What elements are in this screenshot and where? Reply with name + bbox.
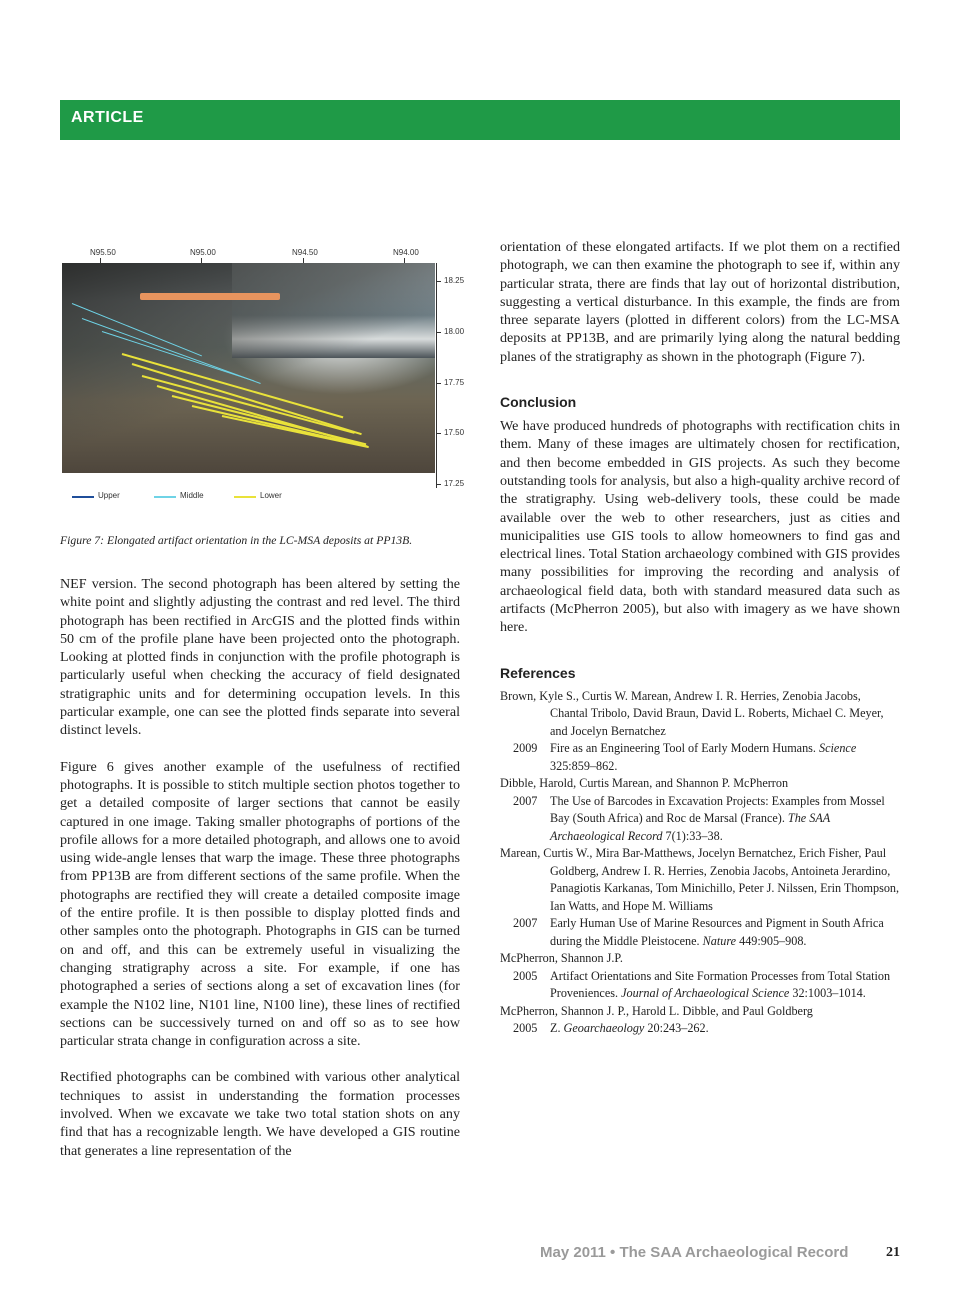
legend-label: Upper xyxy=(98,491,120,500)
reference-authors: Marean, Curtis W., Mira Bar-Matthews, Jocelyn Bernatchez, Erich Fisher, Paul Goldberg, Andrew I. R. Herries, Zenobia Jacobs, Antoineta Jerardino, Panagiotis Karkanas, Tom Minichillo, Peter J. Nilssen, Erin Thompson, Ian Watts, and Hope M. Williams xyxy=(500,846,900,913)
right-axis-label: 18.00 xyxy=(444,327,465,336)
figure-top-axis xyxy=(60,244,440,262)
reference-volume: 449:905–908. xyxy=(736,933,807,948)
reference-year: 2007 xyxy=(513,916,538,931)
reference-title: The Use of Barcodes in Excavation Projects: Examples from Mossel Bay (South Africa) and Roc de Marsal (France). xyxy=(550,793,885,826)
reference-year: 2005 xyxy=(513,1021,538,1036)
section-heading-references: References xyxy=(500,664,576,681)
reference-year: 2005 xyxy=(513,968,538,983)
right-axis-label: 17.25 xyxy=(444,479,465,488)
reference-entry xyxy=(500,915,900,950)
legend-swatch-upper xyxy=(72,496,94,498)
reference-entry xyxy=(500,1020,900,1038)
reference-journal: Science xyxy=(819,741,857,756)
reference-year: 2007 xyxy=(513,793,538,808)
reference-title: Artifact Orientations and Site Formation Processes from Total Station Proveniences. xyxy=(550,968,891,1001)
legend-swatch-middle xyxy=(154,496,176,498)
reference-year: 2009 xyxy=(513,741,538,756)
right-axis-label: 18.25 xyxy=(444,276,465,285)
legend-label: Middle xyxy=(180,491,204,500)
top-axis-label: N94.00 xyxy=(393,248,419,257)
legend-label: Lower xyxy=(260,491,282,500)
body-paragraph: Figure 6 gives another example of the usefulness of rectified photographs. It is possible to stitch multiple section photos together to get a detailed composite of larger sections that cannot be easily captured in one image. Taking smaller photographs of portions of the profile allows for a more detailed photograph, and allows one to avoid using wide-angle lenses that warp the image. These three photographs from PP13B are from different sections of the same profile. When the photographs are rectified they will create a detailed composite image of the entire profile. It is then possible to display plotted finds and other samples onto the photograph. Photographs in GIS can be turned on and off, and this can be extremely useful in visualizing the changing stratigraphy across a site. For example, if one has photographed a series of sections along a set of excavation lines (for example the N102 line, N101 line, N100 line), these lines of rectified sections can be successively turned on and off so as to see how particular strata change in configuration across a site. xyxy=(60,758,460,1050)
right-axis-label: 17.50 xyxy=(444,428,465,437)
reference-title: Z. xyxy=(550,1021,564,1036)
reference-journal: The SAA Archaeological Record xyxy=(550,811,831,843)
reference-entry xyxy=(500,740,900,775)
figure-7 xyxy=(60,244,480,512)
footer-journal: May 2011 • The SAA Archaeological Record xyxy=(540,1244,849,1261)
left-column xyxy=(60,575,460,1160)
reference-volume: 325:859–862. xyxy=(550,758,618,773)
scale-bar xyxy=(140,293,280,300)
right-column xyxy=(500,238,900,1038)
reference-title: Fire as an Engineering Tool of Early Modern Humans. xyxy=(550,741,820,756)
reference-title: Early Human Use of Marine Resources and Pigment in South Africa during the Middle Pleistocene. xyxy=(550,916,884,948)
figure-photograph xyxy=(62,263,435,473)
body-paragraph: We have produced hundreds of photographs with rectification chits in them. Many of these images are ultimately chosen for rectification, and then become embedded in GIS projects. As such they become outstanding tools for analysis, but also a high-quality archive record of the stratigraphy. Using web-delivery tools, these could be made available over the web to other researchers, just as cities and municipalities use GIS tools to allow homeowners to find gas and electrical lines. Total Station archaeology combined with GIS provides many possibilities for improving the recording and analysis of archaeological field data, both with standard measured data such as artifacts (McPherron 2005), but also with imagery as we have shown here. xyxy=(500,418,900,636)
reference-journal: Geoarchaeology xyxy=(563,1021,645,1036)
legend-swatch-lower xyxy=(234,496,256,498)
top-axis-label: N95.00 xyxy=(190,248,216,257)
reference-authors: McPherron, Shannon J. P., Harold L. Dibble, and Paul Goldberg xyxy=(500,1003,813,1018)
reference-list xyxy=(500,688,900,1038)
page-number: 21 xyxy=(886,1245,900,1260)
reference-journal: Journal of Archaeological Science xyxy=(621,986,790,1001)
reference-authors: Brown, Kyle S., Curtis W. Marean, Andrew I. R. Herries, Zenobia Jacobs, Chantal Tribolo, David Braun, David L. Roberts, Michael C. Meyer, and Jocelyn Bernatchez xyxy=(500,688,884,738)
top-axis-label: N95.50 xyxy=(90,248,116,257)
reference-entry xyxy=(500,793,900,846)
body-paragraph: Rectified photographs can be combined with various other analytical techniques to assist in understanding the formation processes involved. When we excavate we take two total station shots on any find that has a recognizable length. We have developed a GIS routine that generates a line representation of the xyxy=(60,1069,460,1159)
figure-legend xyxy=(72,491,372,505)
reference-journal: Nature xyxy=(702,933,737,948)
body-paragraph: NEF version. The second photograph has been altered by setting the white point and slightly adjusting the contrast and red level. The third photograph has been rectified in ArcGIS and the plotted finds within 50 cm of the profile plane have been projected onto the photograph. Looking at plotted finds in conjunction with the profile photograph is particularly useful when checking the accuracy of field designated stratigraphic units and for determining occupation levels. In this particular example, one can see the plotted finds separate into several distinct levels. xyxy=(60,576,460,739)
figure-right-axis xyxy=(436,263,480,488)
reference-entry xyxy=(500,968,900,1003)
reference-volume: 32:1003–1014. xyxy=(789,986,866,1001)
figure-caption: Figure 7: Elongated artifact orientation in the LC-MSA deposits at PP13B. xyxy=(60,534,413,547)
body-paragraph: orientation of these elongated artifacts. If we plot them on a rectified photograph, we can then examine the photograph to see if, within any particular strata, there are finds that lay out of horizontal distribution, suggesting a vertical disturbance. In this example, the finds are from three separate layers (plotted in different colors) from the LC-MSA deposits at PP13B, and are primarily lying along the natural bedding planes of the stratigraphy as shown in the photograph (Figure 7). xyxy=(500,239,900,365)
reference-authors: Dibble, Harold, Curtis Marean, and Shannon P. McPherron xyxy=(500,776,789,791)
top-axis-label: N94.50 xyxy=(292,248,318,257)
section-heading-conclusion: Conclusion xyxy=(500,394,577,411)
article-banner: ARTICLE xyxy=(60,100,900,140)
reference-volume: 20:243–262. xyxy=(644,1021,709,1036)
reference-authors: McPherron, Shannon J.P. xyxy=(500,951,623,966)
right-axis-label: 17.75 xyxy=(444,378,465,387)
page-footer xyxy=(540,1244,900,1266)
reference-volume: 7(1):33–38. xyxy=(662,828,723,843)
